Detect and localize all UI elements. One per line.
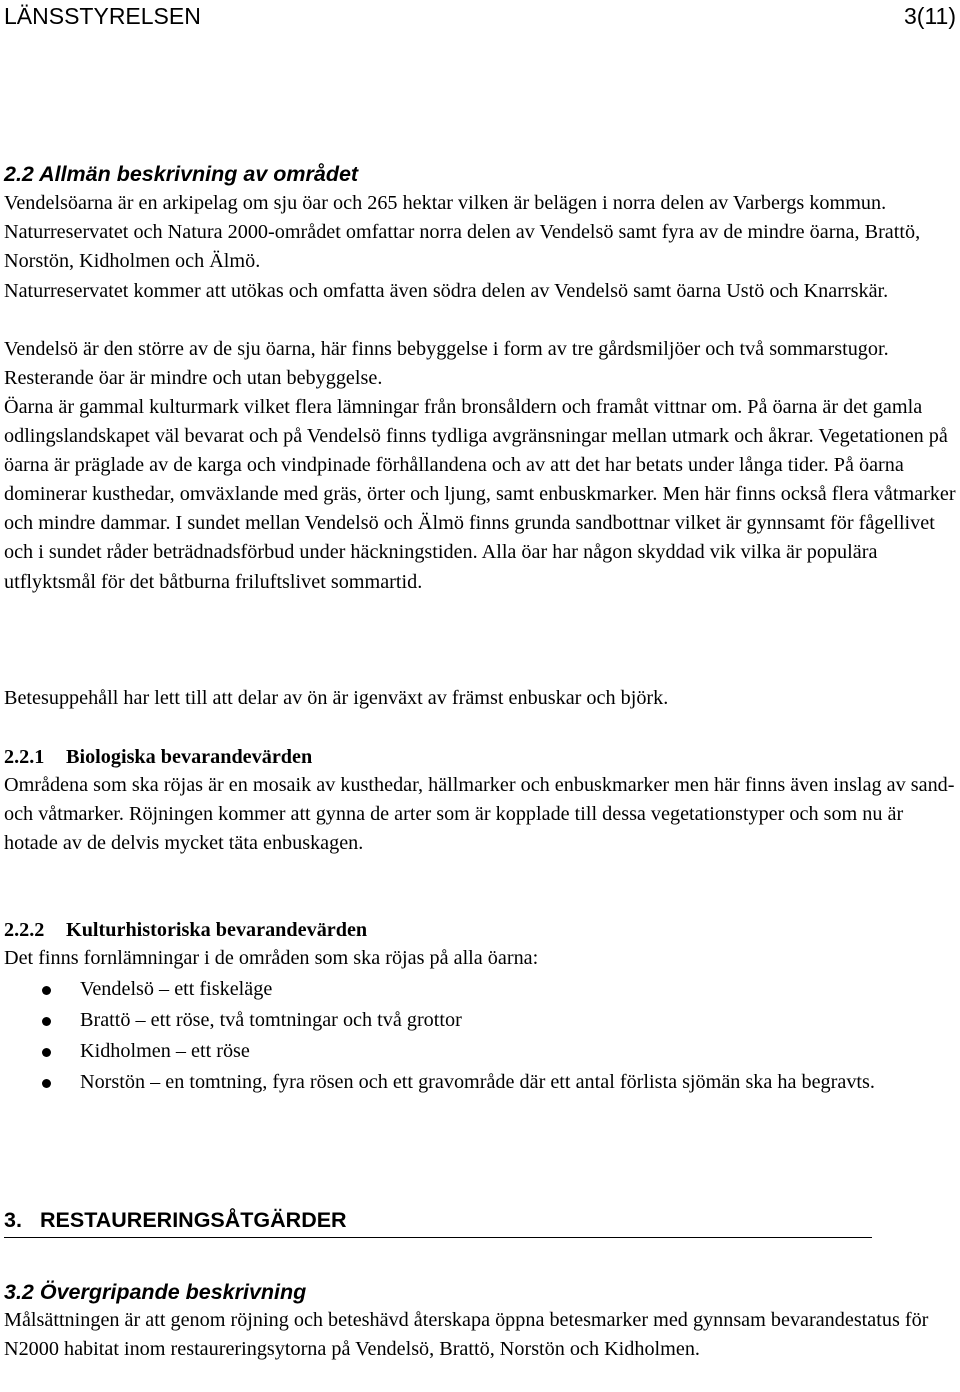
page-header: [4, 0, 956, 32]
section-2-2-paragraph-2: Naturreservatet kommer att utökas och omfatta även södra delen av Vendelsö samt öarna Ustö och Knarrskär.: [4, 280, 889, 302]
section-2-2-1-heading: [4, 743, 312, 771]
section-2-2-1-paragraph: Områdena som ska röjas är en mosaik av kusthedar, hällmarker och enbuskmarker men här finns även inslag av sand- och våtmarker. Röjningen kommer att gynna de arter som är kopplade till dessa vegetationstyper och som nu är hotade av de delvis mycket täta enbuskagen.: [4, 774, 955, 855]
section-3-heading: [4, 1206, 347, 1234]
bullet-icon: [42, 1017, 51, 1026]
section-2-2-heading: 2.2 Allmän beskrivning av området: [4, 162, 359, 186]
list-item-text: Vendelsö – ett fiskeläge: [80, 978, 273, 1000]
section-2-2-2-intro: Det finns fornlämningar i de områden som ska röjas på alla öarna:: [4, 947, 539, 969]
list-item-text: Kidholmen – ett röse: [80, 1040, 250, 1063]
organization-name: LÄNSSTYRELSEN: [4, 3, 201, 29]
list-item: [4, 975, 956, 1004]
list-item: [4, 1068, 956, 1097]
bullet-icon: [42, 1048, 51, 1057]
list-item-text: Norstön – en tomtning, fyra rösen och ett gravområde där ett antal förlista sjömän ska ha begravts.: [80, 1071, 875, 1094]
page-number: 3(11): [904, 3, 956, 29]
section-number: 2.2.1: [4, 746, 45, 768]
section-title: Kulturhistoriska bevarandevärden: [66, 919, 368, 941]
bullet-icon: [42, 1079, 51, 1088]
section-3-2-paragraph: Målsättningen är att genom röjning och beteshävd återskapa öppna betesmarker med gynnsam bevarandestatus för N2000 habitat inom restaureringsytorna på Vendelsö, Brattö, Norstön och Kidholmen.: [4, 1309, 929, 1361]
section-number: 3.: [4, 1208, 22, 1232]
section-title: Biologiska bevarandevärden: [66, 746, 313, 768]
list-item: [4, 1006, 956, 1035]
list-item: [4, 1037, 956, 1066]
heading-underline: [4, 1237, 872, 1238]
section-2-2-2-heading: [4, 916, 367, 944]
section-2-2-paragraph-4: Öarna är gammal kulturmark vilket flera lämningar från bronsåldern och framåt vittnar om. På öarna är det gamla odlingslandskapet väl bevarat och på Vendelsö finns tydliga avgränsningar mellan utmark och åkrar. Vegetationen på öarna är präglade av de karga och vindpinade förhållandena och av att det har betats under långa tider. På öarna dominerar kusthedar, omväxlande med gräs, örter och ljung, samt enbuskmarker. Men här finns också flera våtmarker och mindre dammar. I sundet mellan Vendelsö och Älmö finns grunda sandbottnar vilket är gynnsamt för fågellivet och i sundet råder beträdnadsförbud under häckningstiden. Alla öar har någon skyddad vik vilka är populära utflyktsmål för det båtburna friluftslivet sommartid.: [4, 396, 956, 593]
section-2-2-paragraph-3: Vendelsö är den större av de sju öarna, här finns bebyggelse i form av tre gårdsmiljöer och två sommarstugor. Resterande öar är mindre och utan bebyggelse.: [4, 338, 889, 390]
list-item-text: Brattö – ett röse, två tomtningar och två grottor: [80, 1009, 462, 1032]
section-title: RESTAURERINGSÅTGÄRDER: [40, 1208, 347, 1232]
fornlamningar-list: [4, 975, 956, 1099]
section-number: 2.2.2: [4, 919, 45, 941]
section-2-2-paragraph-1: Vendelsöarna är en arkipelag om sju öar och 265 hektar vilken är belägen i norra delen av Varbergs kommun. Naturreservatet och Natura 2000-området omfattar norra delen av Vendelsö samt fyra av de mindre öarna, Brattö, Norstön, Kidholmen och Älmö.: [4, 192, 921, 273]
bullet-icon: [42, 986, 51, 995]
section-2-2-paragraph-5: Betesuppehåll har lett till att delar av ön är igenväxt av främst enbuskar och björk.: [4, 687, 669, 709]
section-3-2-heading: 3.2 Övergripande beskrivning: [4, 1280, 307, 1304]
